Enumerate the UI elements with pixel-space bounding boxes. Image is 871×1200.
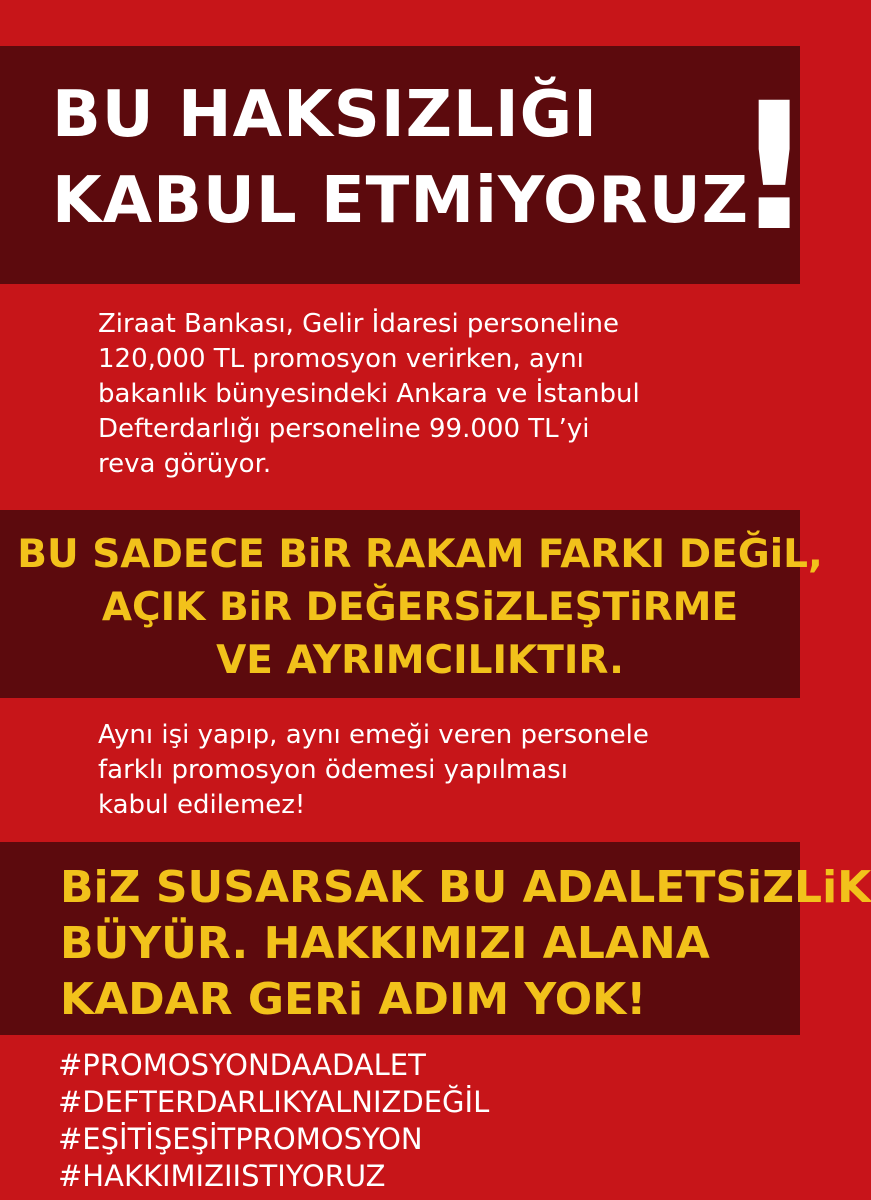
- headline-line-2: KABUL ETMiYORUZ: [52, 164, 750, 238]
- headline: [52, 72, 752, 244]
- paragraph-1-line: bakanlık bünyesindeki Ankara ve İstanbul: [98, 379, 640, 409]
- statement-2-line: KADAR GERi ADIM YOK!: [60, 974, 647, 1025]
- paragraph-1-line: Defterdarlığı personeline 99.000 TL’yi: [98, 414, 590, 444]
- statement-1-line: BU SADECE BiR RAKAM FARKI DEĞiL,: [17, 532, 823, 577]
- statement-2-line: BÜYÜR. HAKKIMIZI ALANA: [60, 918, 710, 969]
- paragraph-2: [98, 718, 649, 823]
- paragraph-1-line: 120,000 TL promosyon verirken, aynı: [98, 344, 584, 374]
- statement-1: [0, 528, 840, 687]
- hashtag: #PROMOSYONDAADALET: [58, 1048, 426, 1082]
- statement-2-line: BiZ SUSARSAK BU ADALETSiZLiK: [60, 862, 871, 913]
- statement-2: [60, 860, 871, 1028]
- paragraph-2-line: kabul edilemez!: [98, 790, 306, 820]
- paragraph-1: [98, 307, 640, 482]
- paragraph-2-line: farklı promosyon ödemesi yapılması: [98, 755, 568, 785]
- paragraph-1-line: reva görüyor.: [98, 449, 272, 479]
- hashtag: #EŞİTİŞEŞİTPROMOSYON: [58, 1122, 423, 1156]
- hashtag: #DEFTERDARLIKYALNIZDEĞİL: [58, 1085, 490, 1119]
- hashtag-list: [58, 1047, 489, 1195]
- statement-1-line: AÇIK BiR DEĞERSiZLEŞTiRME: [101, 585, 739, 630]
- hashtag: #HAKKIMIZIISTIYORUZ: [58, 1159, 386, 1193]
- paragraph-1-line: Ziraat Bankası, Gelir İdaresi personeline: [98, 309, 619, 339]
- paragraph-2-line: Aynı işi yapıp, aynı emeği veren personele: [98, 720, 649, 750]
- exclamation-mark: !: [734, 65, 815, 270]
- statement-1-line: VE AYRIMCILIKTIR.: [216, 638, 624, 683]
- headline-line-1: BU HAKSIZLIĞI: [52, 78, 598, 152]
